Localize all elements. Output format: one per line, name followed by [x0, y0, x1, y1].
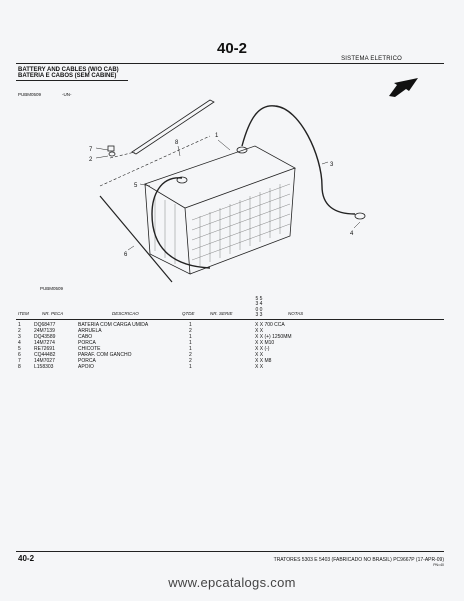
table-header-rule	[16, 319, 444, 320]
negative-harness-part	[152, 178, 210, 268]
cable-ring-terminal	[355, 213, 365, 219]
callout-2: 2	[89, 157, 93, 163]
exploded-parts-diagram	[60, 96, 390, 286]
callout-5: 5	[134, 183, 138, 189]
column-header-qty: QTDE	[182, 311, 195, 316]
group-title-english: BATTERY AND CABLES (W/O CAB)	[18, 67, 119, 73]
diagram-reference: PUBM0509	[40, 286, 64, 291]
catalog-page: 40-2 SISTEMA ELETRICO BATTERY AND CABLES (W/O CAB) BATERIA E CABOS (SEM CABINE) PUBM0509 -UN- 1 2 3 4 5 6 7 8 PUBM0509 5 5 3 4 0 0 3 3 ITEM NR. PECA DESCRICAO QTDE NR. SERIE NOTAS 1 DQ68477 BATERIA COM CARGA UMIDA 1 X X 700 CCA 2 24M7139 ARRUELA 2 X X 3 DQ43589 CABO 1 X X (+) 1250MM 4 14M7274 PORCA 1 X X M10 5 RE72691 CHICOTE 1 X X (-) 6 CQ44482 PARAF. COM GANCHO 2 X X 7 14M7027 PORCA 2 X X M8 8 L158303 APOIO 1 X X 40-2 TRATORES 5303 E 5403 (FABRICADO NO BRASIL) PC9667P (17-APR-09) PN=40 www.epcatalogs.com	[0, 0, 464, 601]
washer-part	[109, 152, 115, 156]
callout-7: 7	[89, 147, 93, 153]
watermark-text: www.epcatalogs.com	[168, 575, 296, 590]
column-header-serial: NR. SERIE	[210, 311, 233, 316]
group-reference-suffix: -UN-	[62, 92, 72, 97]
group-reference: PUBM0509	[18, 92, 42, 97]
callout-3: 3	[330, 162, 334, 168]
battery-terminal-positive	[237, 147, 247, 153]
hook-bolt-part	[100, 196, 172, 282]
column-header-description: DESCRICAO	[112, 311, 139, 316]
column-header-part: NR. PECA	[42, 311, 64, 316]
battery-side	[190, 168, 295, 274]
positive-cable-part	[242, 106, 355, 214]
column-header-notes: NOTAS	[288, 311, 304, 316]
group-title-portuguese: BATERIA E CABOS (SEM CABINE)	[18, 73, 117, 79]
group-title-rule	[16, 80, 128, 81]
callout-8: 8	[175, 140, 179, 146]
battery-top	[145, 146, 295, 208]
footer-page-number: 40-2	[18, 554, 35, 563]
footer-publication-info: TRATORES 5303 E 5403 (FABRICADO NO BRASIL) PC9667P (17-APR-09)	[273, 557, 444, 563]
page-number-heading: 40-2	[216, 40, 248, 57]
nut-part	[108, 146, 114, 151]
callout-4: 4	[350, 231, 354, 237]
direction-arrow-icon	[387, 76, 421, 98]
header-rule	[16, 63, 444, 64]
model-serial-codes: 5 5 3 4 0 0 3 3	[255, 296, 263, 319]
footer-rule	[16, 551, 444, 552]
callout-6: 6	[124, 252, 128, 258]
footer-page-code: PN=40	[433, 563, 444, 567]
support-bracket-part	[132, 100, 214, 154]
section-title: SISTEMA ELETRICO	[341, 56, 402, 62]
column-header-item: ITEM	[18, 311, 29, 316]
callout-1: 1	[215, 133, 219, 139]
